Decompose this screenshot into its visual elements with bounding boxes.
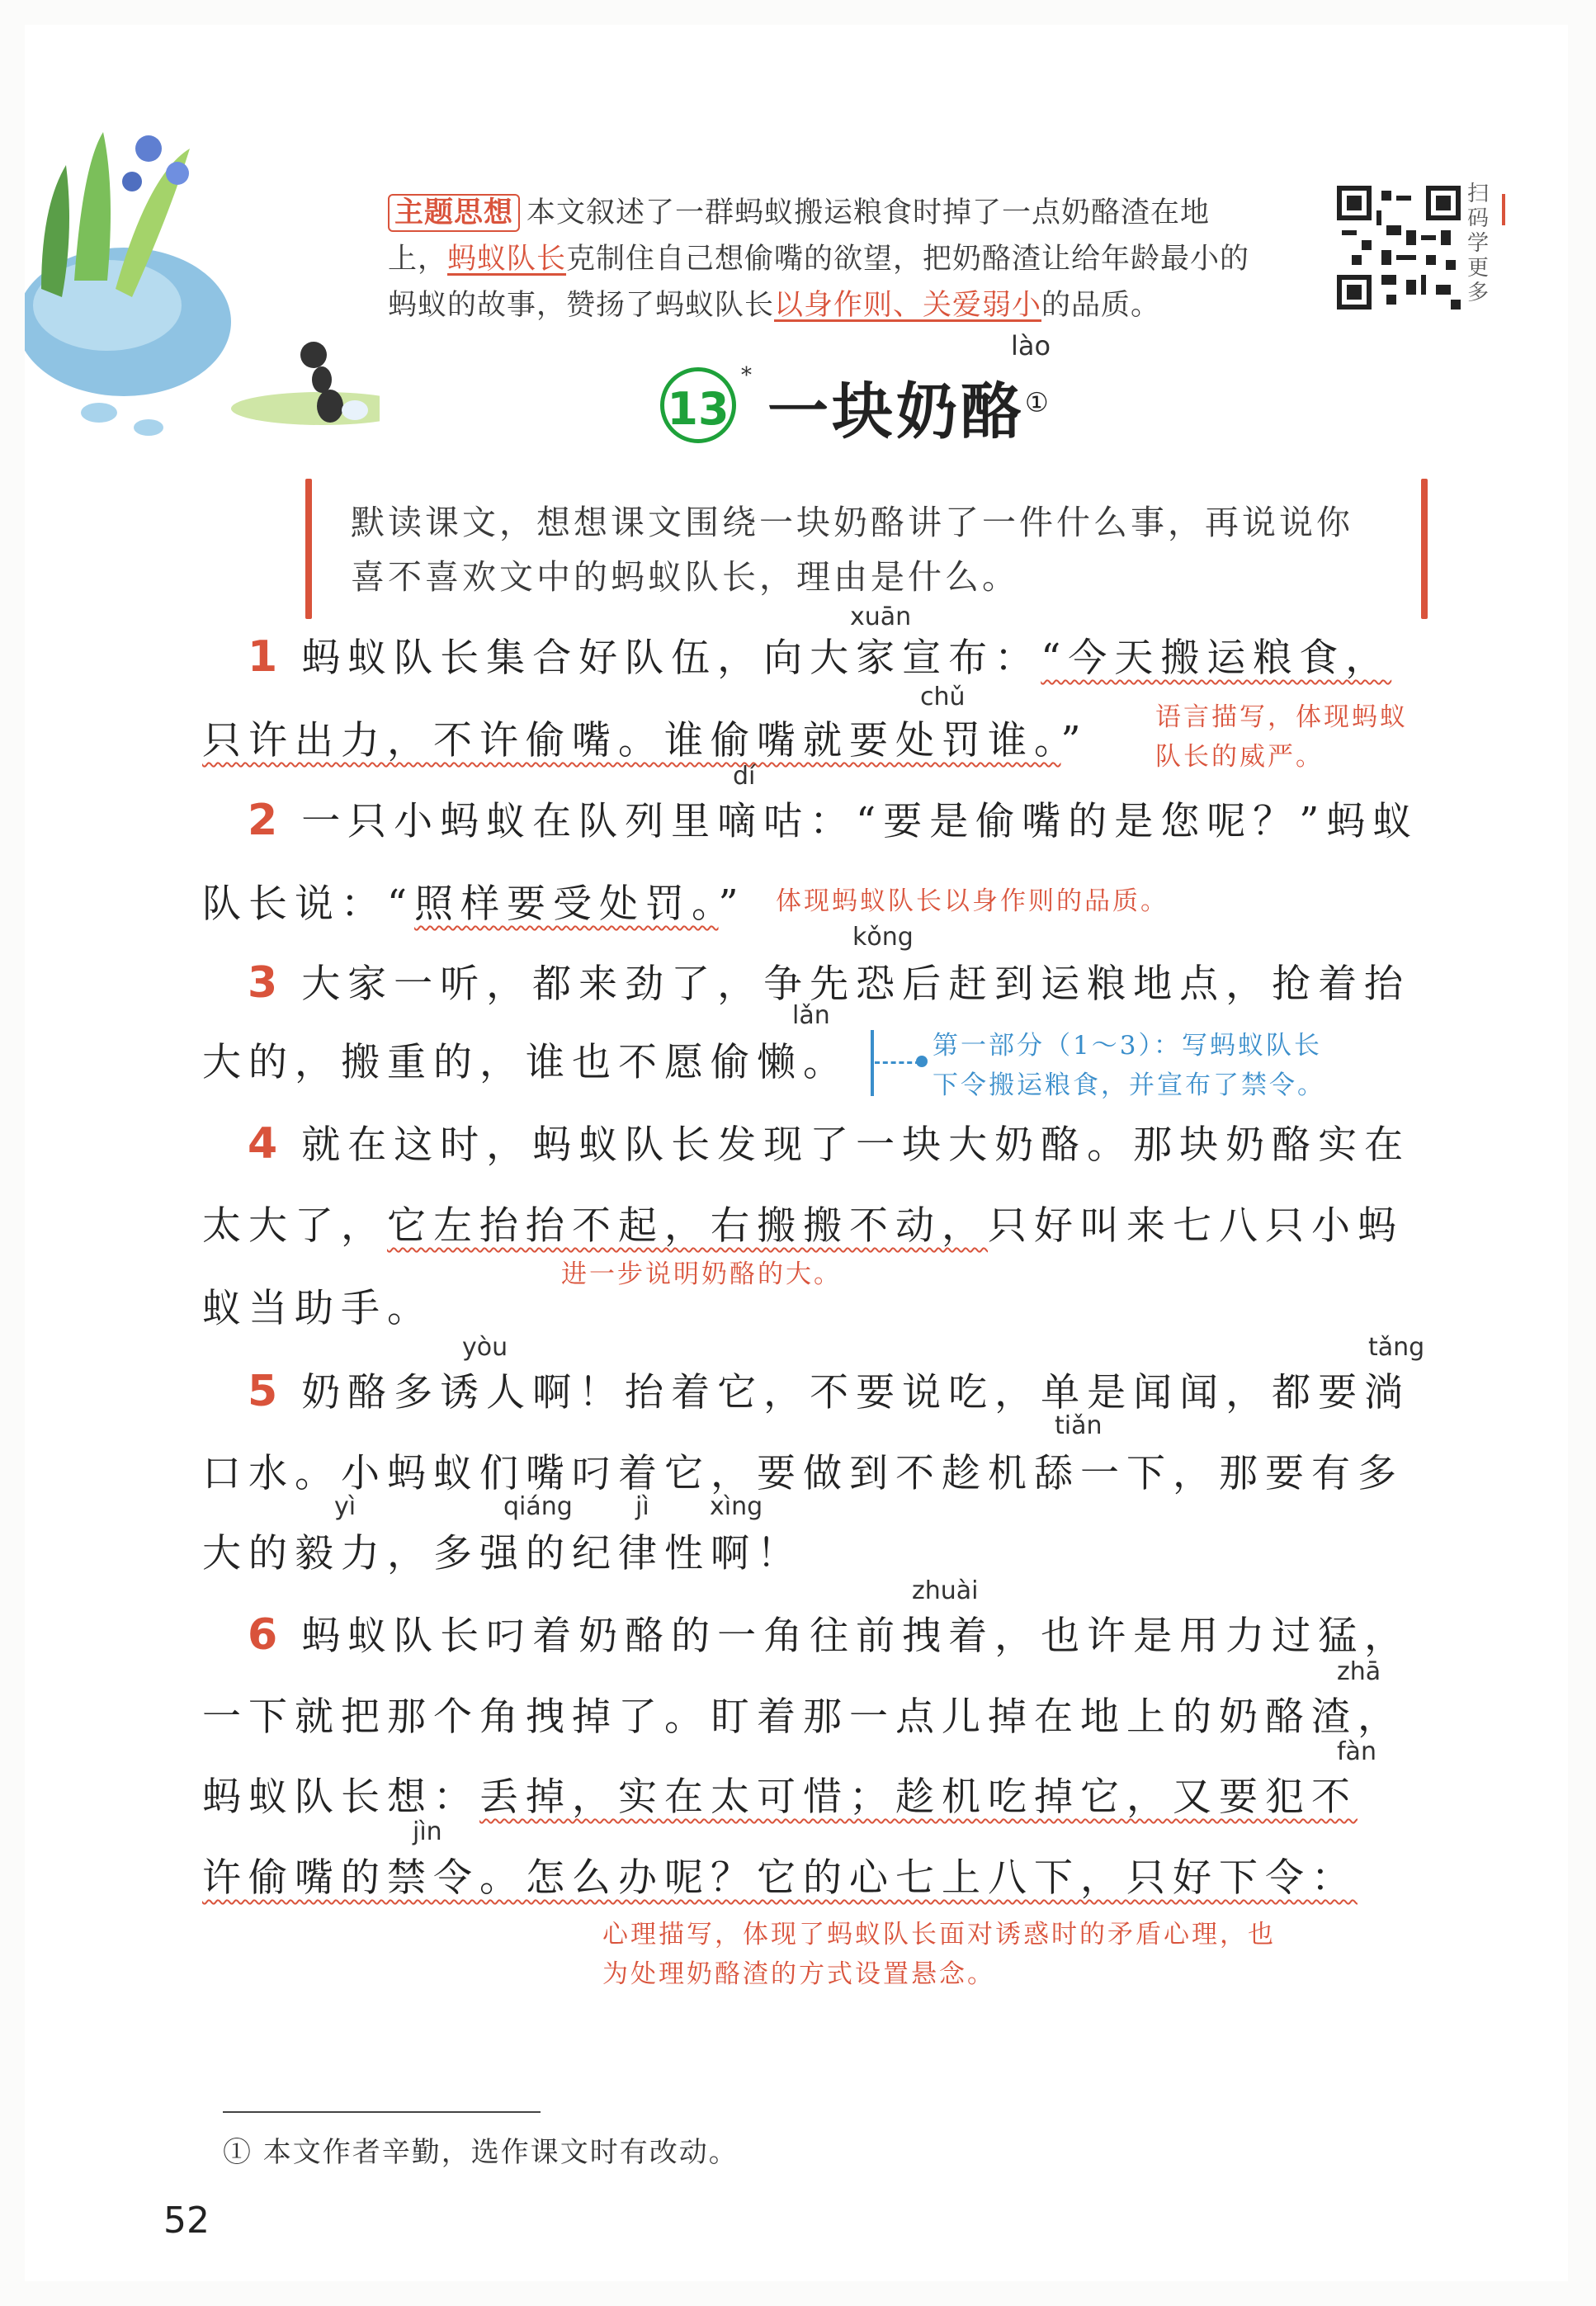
footnote-marker: ① xyxy=(1025,386,1052,418)
pinyin: lǎn xyxy=(792,1001,830,1030)
prompt-text: 默读课文，想想课文围绕一块奶酪讲了一件什么事，再说说你喜不喜欢文中的蚂蚁队长，理由是什么。 xyxy=(351,503,1353,597)
pinyin: fàn xyxy=(1337,1737,1376,1766)
lesson-title xyxy=(767,363,1052,451)
paragraph-number: 5 xyxy=(248,1367,286,1416)
paragraph-6-line-2: 一下就把那个角拽掉了。盯着那一点儿掉在地上的奶酪渣， xyxy=(202,1694,1404,1740)
theme-highlight-2: 以身作则、关爱弱小 xyxy=(774,289,1042,322)
paragraph-6-line-1 xyxy=(248,1605,1410,1661)
paragraph-4-line-3: 蚁当助手。 xyxy=(202,1286,433,1331)
paragraph-5-line-3: 大的毅力，多强的纪律性啊！ xyxy=(202,1531,803,1576)
wavy-text: 它左抬抬不起，右搬搬不动， xyxy=(387,1203,988,1249)
textbook-page xyxy=(25,25,1568,2281)
lesson-title-text: 一块奶酪 xyxy=(767,376,1025,447)
paragraph-6-line-4 xyxy=(202,1847,1358,1902)
paragraph-2-line-2 xyxy=(202,873,746,929)
paragraph-1-line-1 xyxy=(248,627,1391,683)
paragraph-3-line-1 xyxy=(248,953,1410,1009)
text: ” xyxy=(1060,718,1088,763)
pinyin: tiǎn xyxy=(1055,1411,1103,1440)
theme-text-2: 克制住自己想偷嘴的欲望，把奶酪渣让给年龄最小的蚂蚁的故事，赞扬了蚂蚁队长 xyxy=(388,243,1250,322)
theme-highlight-1: 蚂蚁队长 xyxy=(447,243,567,276)
wavy-text: 只许出力，不许偷嘴。谁偷嘴就要处罚谁。 xyxy=(202,718,1061,763)
theme-text-3: 的品质。 xyxy=(1041,289,1161,322)
annotation-6 xyxy=(602,1915,1276,1994)
section-annotation xyxy=(933,1026,1325,1105)
paragraph-5-line-1 xyxy=(248,1362,1410,1417)
text: 太大了， xyxy=(202,1203,387,1249)
text: 蚂蚁队长集合好队伍，向大家宣布： xyxy=(301,636,1041,681)
qr-code-icon[interactable] xyxy=(1337,186,1461,310)
text: 队长说：“ xyxy=(202,881,415,927)
annotation-line: 语言描写，体现蚂蚁 xyxy=(1155,702,1408,732)
annotation-line: 队长的威严。 xyxy=(1155,742,1324,772)
reading-prompt xyxy=(305,479,1428,619)
wavy-text: 许偷嘴的禁令。怎么办呢？它的心七上八下，只好下令： xyxy=(202,1855,1358,1901)
text: 大家一听，都来劲了，争先恐后赶到运粮地点，抢着抬 xyxy=(301,962,1411,1007)
theme-text-1: 本文叙述了一群蚂蚁搬运粮食时掉了一点奶酪渣在地上， xyxy=(388,196,1211,276)
paragraph-number: 2 xyxy=(248,796,286,845)
footnote-divider xyxy=(223,2111,541,2113)
paragraph-4-line-1 xyxy=(248,1114,1410,1170)
annotation-line: 心理描写，体现了蚂蚁队长面对诱惑时的矛盾心理，也 xyxy=(602,1920,1276,1949)
paragraph-number: 4 xyxy=(248,1119,286,1169)
wavy-text: 照样要受处罚。 xyxy=(414,881,719,927)
pinyin: yì xyxy=(334,1492,357,1521)
paragraph-3-line-2: 大的，搬重的，谁也不愿偷懒。 xyxy=(202,1040,849,1085)
lesson-number-badge: 13 xyxy=(660,367,736,443)
paragraph-number: 3 xyxy=(248,958,286,1008)
pinyin: jìn xyxy=(413,1817,442,1846)
scan-accent xyxy=(1502,194,1505,225)
text: 蚂蚁队长想： xyxy=(202,1774,479,1820)
title-pinyin: lào xyxy=(1011,330,1051,361)
pinyin: kǒng xyxy=(852,923,914,952)
text: 只好叫来七八只小蚂 xyxy=(988,1203,1404,1249)
paragraph-1-line-2 xyxy=(202,710,1088,765)
pinyin: zhuài xyxy=(912,1576,979,1605)
annotation-2: 体现蚂蚁队长以身作则的品质。 xyxy=(776,886,1169,916)
annotation-4: 进一步说明奶酪的大。 xyxy=(561,1259,842,1289)
text: 一只小蚂蚁在队列里嘀咕：“要是偷嘴的是您呢？”蚂蚁 xyxy=(301,799,1419,844)
paragraph-2-line-1 xyxy=(248,791,1419,846)
annotation-line: 第一部分（1～3）：写蚂蚁队长 xyxy=(933,1031,1322,1061)
text: 就在这时，蚂蚁队长发现了一块大奶酪。那块奶酪实在 xyxy=(301,1122,1411,1168)
footnote: ① 本文作者辛勤，选作课文时有改动。 xyxy=(223,2136,739,2169)
paragraph-6-line-3 xyxy=(202,1766,1358,1822)
pinyin: qiáng xyxy=(503,1492,573,1521)
ants-illustration xyxy=(25,116,380,462)
theme-summary xyxy=(388,190,1263,328)
text: 蚂蚁队长叼着奶酪的一角往前拽着，也许是用力过猛， xyxy=(301,1614,1411,1659)
annotation-line: 为处理奶酪渣的方式设置悬念。 xyxy=(602,1959,995,1989)
optional-lesson-star: * xyxy=(741,363,752,388)
pinyin: xìng xyxy=(710,1492,763,1521)
pinyin: chǔ xyxy=(920,683,966,711)
paragraph-5-line-2: 口水。小蚂蚁们嘴叼着它，要做到不趁机舔一下，那要有多 xyxy=(202,1451,1404,1496)
scan-label: 扫码学更多 xyxy=(1467,182,1490,305)
pinyin: xuān xyxy=(850,602,912,631)
prompt-bar-right xyxy=(1421,479,1428,619)
section-bracket xyxy=(871,1030,874,1096)
section-connector xyxy=(875,1061,920,1064)
annotation-1 xyxy=(1155,697,1408,777)
annotation-line: 下令搬运粮食，并宣布了禁令。 xyxy=(933,1070,1325,1100)
pinyin: dí xyxy=(733,762,756,791)
paragraph-number: 6 xyxy=(248,1610,286,1660)
text: ” xyxy=(718,881,746,927)
pinyin: zhā xyxy=(1337,1657,1381,1686)
wavy-text: “今天搬运粮食， xyxy=(1041,636,1392,681)
theme-tag: 主题思想 xyxy=(388,194,520,232)
wavy-text: 丢掉，实在太可惜；趁机吃掉它，又要犯不 xyxy=(479,1774,1358,1820)
pinyin: jì xyxy=(635,1492,649,1521)
paragraph-4-line-2 xyxy=(202,1195,1404,1250)
pinyin: yòu xyxy=(462,1333,508,1362)
pinyin: tǎng xyxy=(1368,1333,1425,1362)
prompt-bar-left xyxy=(305,479,312,619)
page-number: 52 xyxy=(163,2200,210,2242)
paragraph-number: 1 xyxy=(248,632,286,682)
section-connector-dot xyxy=(916,1056,928,1067)
text: 奶酪多诱人啊！抬着它，不要说吃，单是闻闻，都要淌 xyxy=(301,1370,1411,1415)
